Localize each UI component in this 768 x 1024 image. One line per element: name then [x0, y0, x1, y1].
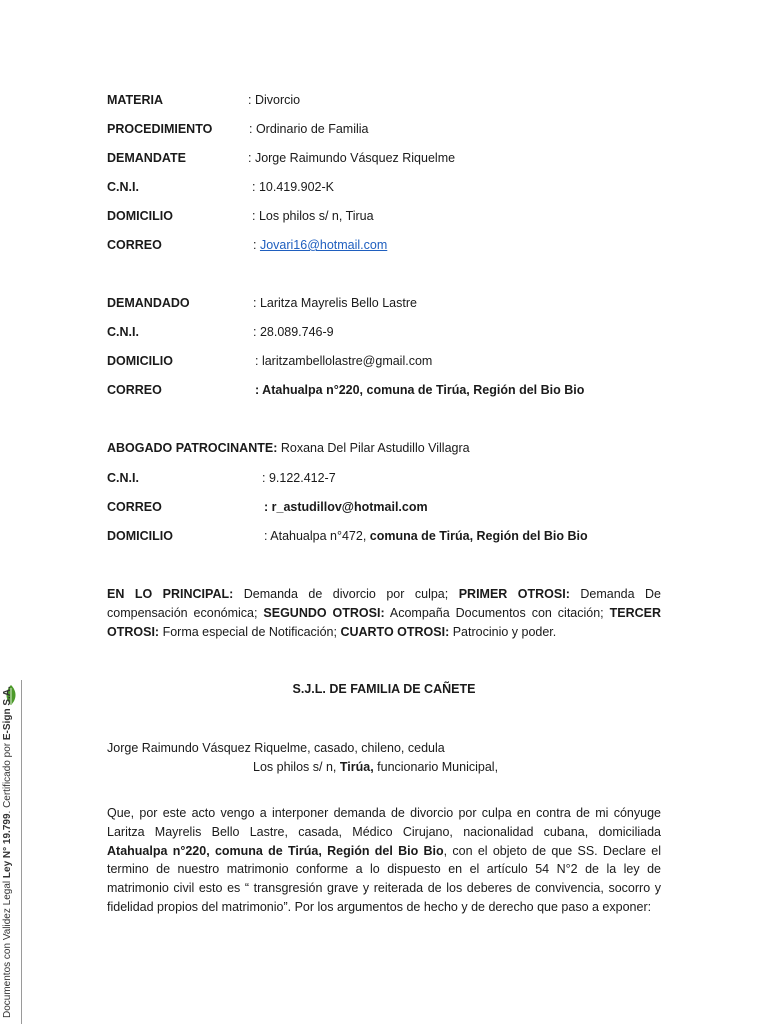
abogado-domicilio-plain: : Atahualpa n°472, — [264, 529, 370, 543]
cert-text-company: E-Sign S.A. — [2, 686, 13, 741]
abogado-domicilio-label: DOMICILIO — [107, 529, 173, 543]
en-lo-principal: EN LO PRINCIPAL: — [107, 587, 234, 601]
intro-occupation: funcionario Municipal, — [373, 760, 499, 774]
summary-text-2: Demanda De compensación económica; — [107, 587, 661, 620]
certification-divider — [21, 680, 22, 1024]
procedimiento-value: : Ordinario de Familia — [249, 122, 369, 136]
tercer-otrosi: TERCER OTROSI: — [107, 605, 661, 639]
summary-text-4: Forma especial de Notificación; — [159, 624, 341, 639]
court-title: S.J.L. DE FAMILIA DE CAÑETE — [292, 682, 476, 696]
intro-line-1: Jorge Raimundo Vásquez Riquelme, casado, chileno, cedula — [107, 741, 445, 755]
cert-text-a: Documentos con Validez Legal — [2, 878, 13, 1018]
demandante-cni-value: : 10.419.902-K — [252, 180, 335, 194]
demandado-label: DEMANDADO — [107, 296, 190, 310]
body-paragraph — [107, 804, 661, 917]
materia-label: MATERIA — [107, 93, 164, 107]
demandante-correo-label: CORREO — [107, 238, 162, 252]
body-text-2: , con el objeto de que SS. Declare el termino de nuestro matrimonio conforme a lo dispuesto en el artículo 54 N°2 de la ley de matrimonio civil esto es “ transgresión grave y reiterada de los deberes de convivencia, socorro y fidelidad propios del matrimonio”. Por los argumentos de hecho y de derecho que paso a exponer: — [107, 843, 661, 914]
demandado-domicilio-label: DOMICILIO — [107, 354, 173, 368]
demandante-value: : Jorge Raimundo Vásquez Riquelme — [248, 151, 456, 165]
correo-prefix: : — [253, 238, 260, 252]
abogado-cni-label: C.N.I. — [107, 471, 139, 485]
intro-address: Los philos s/ n, — [253, 760, 340, 774]
abogado-correo-label: CORREO — [107, 500, 162, 514]
body-address-bold: Atahualpa n°220, comuna de Tirúa, Región del Bio Bio — [107, 843, 444, 858]
demandante-domicilio-label: DOMICILIO — [107, 209, 173, 223]
procedimiento-label: PROCEDIMIENTO — [107, 122, 213, 136]
materia-value: : Divorcio — [248, 93, 301, 107]
abogado-correo-value: : r_astudillov@hotmail.com — [264, 500, 428, 514]
abogado-row — [107, 439, 470, 457]
demandante-domicilio-value: : Los philos s/ n, Tirua — [252, 209, 374, 223]
demandante-cni-label: C.N.I. — [107, 180, 139, 194]
demandante-label: DEMANDATE — [107, 151, 186, 165]
abogado-domicilio-bold: comuna de Tirúa, Región del Bio Bio — [369, 529, 588, 543]
abogado-domicilio-value — [264, 527, 588, 545]
demandado-correo-value: : Atahualpa n°220, comuna de Tirúa, Región del Bio Bio — [255, 383, 585, 397]
cert-text-law: Ley N° 19.799 — [2, 813, 13, 879]
summary-paragraph — [107, 585, 661, 641]
demandado-cni-value: : 28.089.746-9 — [253, 325, 334, 339]
summary-text-1: Demanda de divorcio por culpa; — [233, 587, 459, 601]
summary-text-5: Patrocinio y poder. — [449, 624, 557, 639]
summary-text-3: Acompaña Documentos con citación; — [384, 605, 610, 620]
demandante-email-link[interactable]: Jovari16@hotmail.com — [259, 238, 388, 252]
certification-text — [2, 686, 13, 1018]
abogado-name: Roxana Del Pilar Astudillo Villagra — [277, 441, 470, 455]
demandado-correo-label: CORREO — [107, 383, 162, 397]
body-text-1: Que, por este acto vengo a interponer demanda de divorcio por culpa en contra de mi cónyuge Laritza Mayrelis Bello Lastre, casada, Médico Cirujano, nacionalidad cubana, domiciliada — [107, 806, 661, 839]
abogado-cni-value: : 9.122.412-7 — [262, 471, 336, 485]
cuarto-otrosi: CUARTO OTROSI: — [340, 624, 450, 639]
demandante-correo-value — [253, 236, 387, 254]
cert-text-c: . Certificado por — [2, 740, 13, 814]
abogado-label: ABOGADO PATROCINANTE: — [107, 441, 278, 455]
intro-line-2 — [253, 758, 498, 776]
demandado-value: : Laritza Mayrelis Bello Lastre — [253, 296, 417, 310]
intro-city: Tirúa, — [339, 760, 374, 774]
demandado-cni-label: C.N.I. — [107, 325, 139, 339]
demandado-domicilio-value: : laritzambellolastre@gmail.com — [255, 354, 433, 368]
segundo-otrosi: SEGUNDO OTROSI: — [263, 605, 385, 620]
primer-otrosi: PRIMER OTROSI: — [458, 587, 570, 601]
